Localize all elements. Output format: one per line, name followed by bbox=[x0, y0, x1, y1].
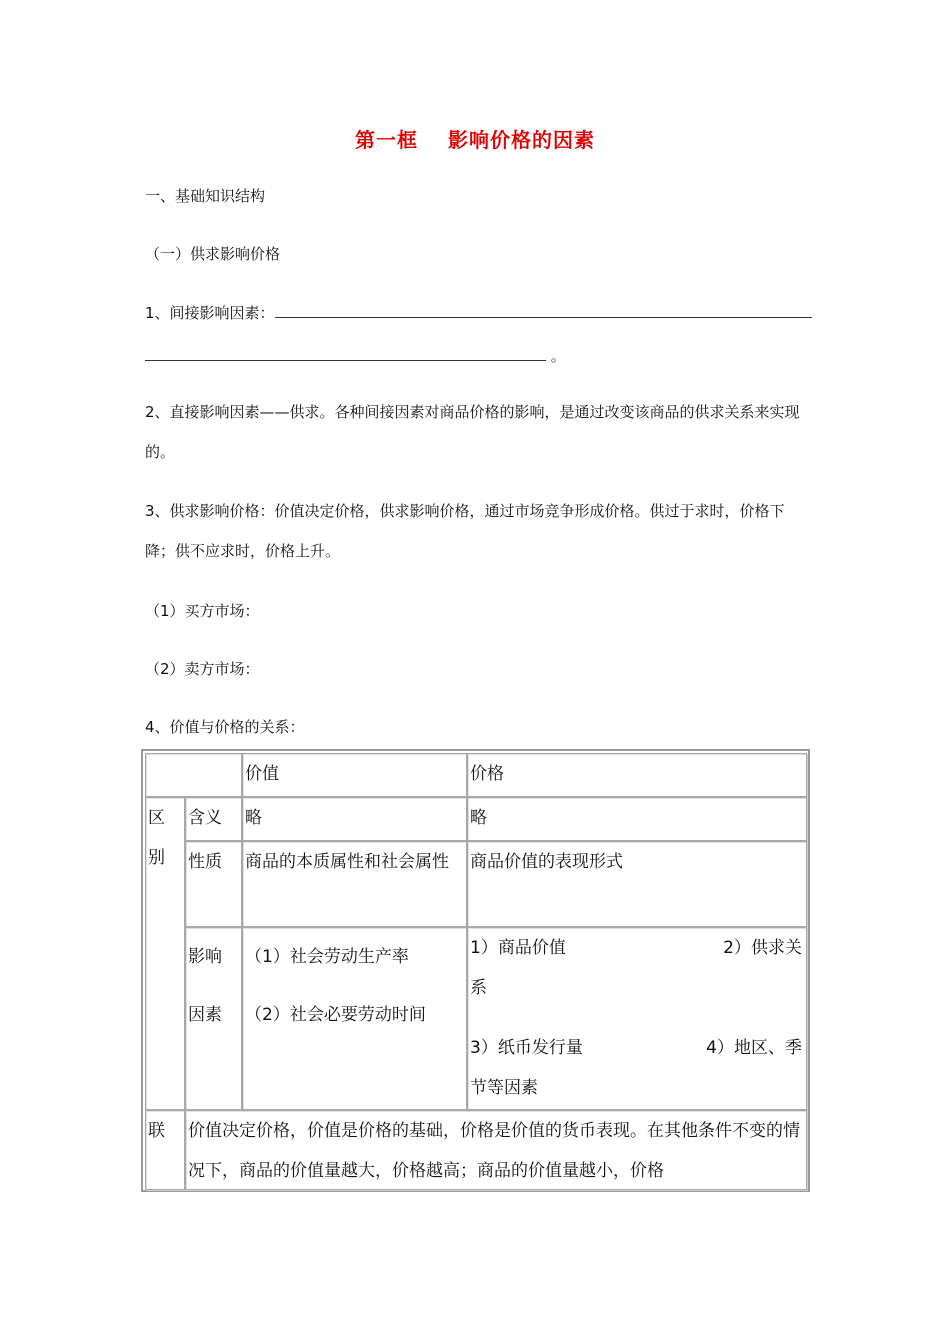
group-link-cell: 联 bbox=[145, 1110, 185, 1190]
row-factors-value bbox=[242, 927, 467, 1110]
item-2: 2、直接影响因素——供求。各种间接因素对商品价格的影响，是通过改变该商品的供求关系来实现的。 bbox=[145, 403, 800, 461]
item-3-1: （1）买方市场： bbox=[145, 602, 260, 620]
item-4: 4、价值与价格的关系： bbox=[145, 718, 305, 736]
factor-price-d-cont: 节等因素 bbox=[470, 1078, 538, 1098]
row-meaning-label: 含义 bbox=[185, 797, 242, 841]
item-1 bbox=[145, 303, 812, 323]
blank-line-2 bbox=[145, 346, 546, 361]
row-meaning-price: 略 bbox=[467, 797, 807, 841]
table-corner-cell bbox=[145, 753, 242, 797]
row-nature-label: 性质 bbox=[185, 841, 242, 927]
factor-value-2: （2）社会必要劳动时间 bbox=[245, 1005, 426, 1025]
item-3: 3、供求影响价格：价值决定价格，供求影响价格，通过市场竞争形成价格。供过于求时，价格下降；供不应求时，价格上升。 bbox=[145, 502, 785, 560]
factor-price-b: 2）供求关 bbox=[723, 938, 802, 958]
row-nature-price: 商品价值的表现形式 bbox=[467, 841, 807, 927]
row-factors-label: 影响 因素 bbox=[185, 927, 242, 1110]
factor-price-d: 4）地区、季 bbox=[706, 1038, 802, 1058]
table-header-value: 价值 bbox=[242, 753, 467, 797]
factor-value-1: （1）社会劳动生产率 bbox=[245, 947, 409, 967]
item-1-end: 。 bbox=[550, 347, 566, 365]
table-header-price: 价格 bbox=[467, 753, 807, 797]
blank-line-1 bbox=[275, 303, 812, 318]
section-heading: 一、基础知识结构 bbox=[145, 187, 266, 205]
factor-price-a: 1）商品价值 bbox=[470, 938, 566, 958]
item-1-label: 1、间接影响因素： bbox=[145, 304, 275, 322]
item-1-cont bbox=[145, 346, 566, 366]
row-factors-price bbox=[467, 927, 807, 1110]
row-nature-value: 商品的本质属性和社会属性 bbox=[242, 841, 467, 927]
value-price-table bbox=[141, 749, 810, 1192]
title-part-1: 第一框 bbox=[355, 128, 418, 152]
group-difference-2: 别 bbox=[148, 848, 165, 868]
item-3-2: （2）卖方市场： bbox=[145, 660, 260, 678]
link-text-cell: 价值决定价格，价值是价格的基础，价格是价值的货币表现。在其他条件不变的情况下，商品的价值量越大，价格越高；商品的价值量越小，价格 bbox=[185, 1110, 807, 1190]
group-difference-1: 区 bbox=[148, 808, 165, 828]
row-meaning-value: 略 bbox=[242, 797, 467, 841]
factor-price-b-cont: 系 bbox=[470, 978, 487, 998]
page-title bbox=[0, 124, 950, 153]
factor-price-c: 3）纸币发行量 bbox=[470, 1038, 583, 1058]
group-difference-cell bbox=[145, 797, 185, 1110]
title-part-2: 影响价格的因素 bbox=[448, 128, 595, 152]
subsection-heading: （一）供求影响价格 bbox=[145, 245, 281, 263]
